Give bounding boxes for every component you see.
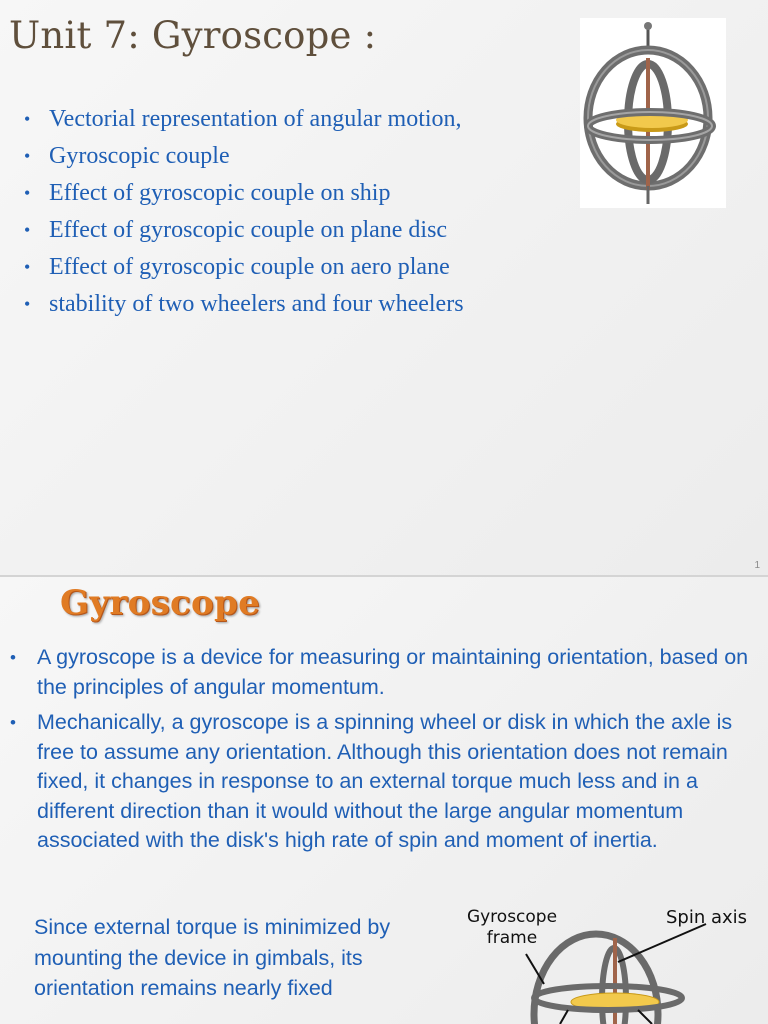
bullet-dot-icon: • [24,294,31,314]
bullet-text: Vectorial representation of angular motion, [49,106,462,132]
page-number: 1 [754,560,760,571]
slide-2 [0,577,768,1024]
bullet-dot-icon: • [24,257,31,277]
slide-2-bullet-list [10,643,760,862]
bullet-item [24,178,524,209]
bullet-item [24,141,524,172]
gyroscope-diagram [440,902,768,1024]
bullet-text: Mechanically, a gyroscope is a spinning wheel or disk in which the axle is free to assume any orientation. Although this orientation does not remain fixed, it changes in response to an external torque much less and in a different direction than it would without the large angular momentum associated with the disk's high rate of spin and moment of inertia. [37,710,733,852]
bullet-dot-icon: • [10,648,16,667]
bullet-item [24,289,524,320]
slide-1-title: Unit 7: Gyroscope : [9,14,377,57]
gyroscope-frame-label: Gyroscope frame [466,907,558,948]
bullet-dot-icon: • [24,146,31,166]
bullet-dot-icon: • [10,713,16,732]
bullet-item [24,104,524,135]
bullet-dot-icon: • [24,220,31,240]
bullet-text: A gyroscope is a device for measuring or maintaining orientation, based on the principles of angular momentum. [37,645,749,699]
bullet-text: Effect of gyroscopic couple on aero plane [49,254,450,280]
bullet-item [10,643,760,702]
bullet-item [10,708,760,856]
slide-1-bullet-list [24,104,524,326]
bullet-text: Effect of gyroscopic couple on plane disc [49,217,448,243]
slide-2-paragraph: Since external torque is minimized by mounting the device in gimbals, its orientation remains nearly fixed [34,915,391,1000]
gyroscope-image [580,18,726,208]
bullet-text: Effect of gyroscopic couple on ship [49,180,391,206]
bullet-dot-icon: • [24,109,31,129]
bullet-item [24,215,524,246]
spin-axis-label: Spin axis [666,907,748,928]
slide-2-title: Gyroscope [60,583,261,623]
bullet-item [24,252,524,283]
bullet-text: stability of two wheelers and four wheelers [49,291,464,317]
bullet-text: Gyroscopic couple [49,143,230,169]
bullet-dot-icon: • [24,183,31,203]
